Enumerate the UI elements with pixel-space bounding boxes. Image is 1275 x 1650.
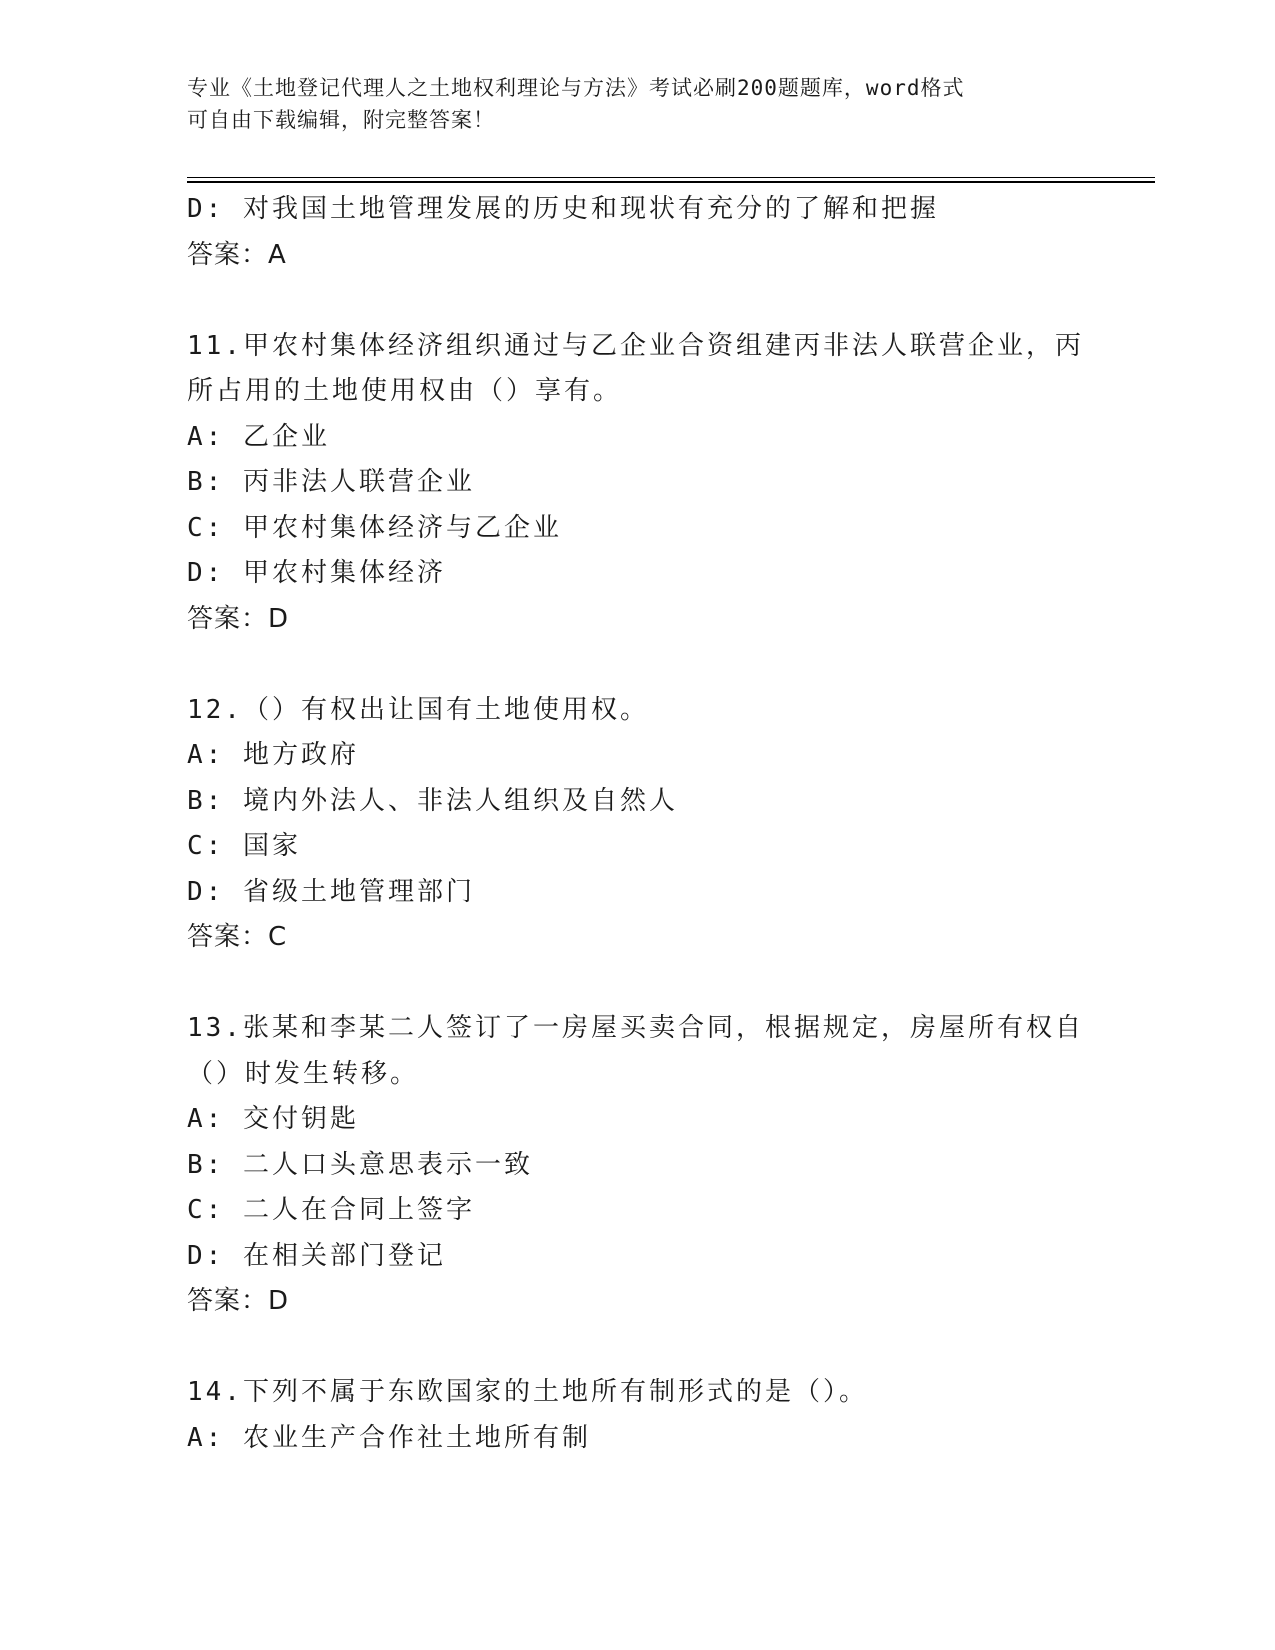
option-b: B: 二人口头意思表示一致 — [187, 1149, 533, 1180]
option-c: C: 二人在合同上签字 — [187, 1195, 475, 1225]
question-stem: 12.（）有权出让国有土地使用权。 — [187, 694, 649, 725]
option-a: A: 乙企业 — [187, 421, 330, 452]
prev-option-d: D: 对我国土地管理发展的历史和现状有充分的了解和把握 — [187, 194, 939, 224]
question-stem: 14.下列不属于东欧国家的土地所有制形式的是（）。 — [187, 1377, 868, 1407]
question-14 — [187, 1370, 1087, 1461]
option-d: D: 在相关部门登记 — [187, 1240, 446, 1271]
header-line-2: 可自由下载编辑，附完整答案！ — [187, 108, 495, 132]
option-b: B: 丙非法人联营企业 — [187, 467, 475, 497]
question-stem: 13.张某和李某二人签订了一房屋买卖合同，根据规定，房屋所有权自 — [187, 1013, 1084, 1043]
question-stem-continued: （）时发生转移。 — [187, 1058, 420, 1089]
answer: 答案：C — [187, 922, 288, 952]
answer: 答案：D — [187, 603, 290, 634]
question-list — [187, 187, 1087, 1461]
page-header — [187, 72, 1087, 136]
option-b: B: 境内外法人、非法人组织及自然人 — [187, 785, 678, 816]
option-d: D: 甲农村集体经济 — [187, 558, 446, 588]
header-line-1: 专业《土地登记代理人之土地权利理论与方法》考试必刷200题题库，word格式 — [187, 76, 965, 100]
prev-answer: 答案：A — [187, 239, 287, 270]
question-stem-continued: 所占用的土地使用权由（）享有。 — [187, 376, 623, 406]
header-rule-thin — [187, 177, 1155, 178]
question-11 — [187, 324, 1087, 643]
question-stem: 11.甲农村集体经济组织通过与乙企业合资组建丙非法人联营企业，丙 — [187, 330, 1084, 361]
option-d: D: 省级土地管理部门 — [187, 876, 475, 907]
option-a: A: 农业生产合作社土地所有制 — [187, 1422, 591, 1453]
answer: 答案：D — [187, 1286, 290, 1316]
question-13 — [187, 1006, 1087, 1325]
option-c: C: 甲农村集体经济与乙企业 — [187, 512, 562, 543]
option-a: A: 交付钥匙 — [187, 1104, 359, 1134]
option-c: C: 国家 — [187, 831, 301, 861]
question-12 — [187, 688, 1087, 961]
option-a: A: 地方政府 — [187, 740, 359, 770]
header-rule-thick — [187, 181, 1155, 183]
